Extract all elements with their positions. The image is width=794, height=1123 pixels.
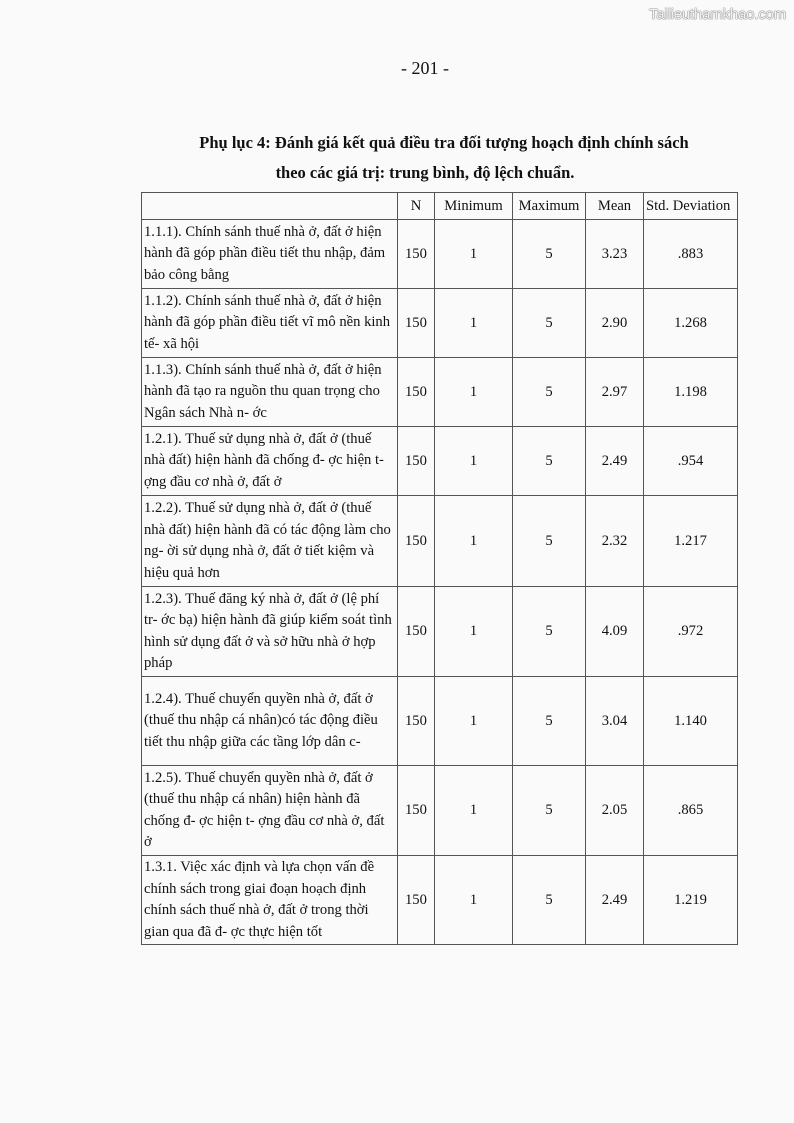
cell-maximum: 5: [513, 358, 586, 427]
table-row: [142, 220, 738, 289]
cell-std-deviation: .954: [644, 427, 738, 496]
cell-maximum: 5: [513, 427, 586, 496]
cell-mean: 2.49: [586, 427, 644, 496]
cell-maximum: 5: [513, 496, 586, 587]
table-row: [142, 856, 738, 945]
item-description: 1.2.3). Thuế đăng ký nhà ở, đất ở (lệ phí tr- ớc bạ) hiện hành đã giúp kiểm soát tình hình sử dụng đất ở và sở hữu nhà ở hợp pháp: [142, 587, 398, 677]
cell-std-deviation: .883: [644, 220, 738, 289]
item-description: 1.1.2). Chính sánh thuế nhà ở, đất ở hiện hành đã góp phần điều tiết vĩ mô nền kinh tế- xã hội: [142, 289, 398, 358]
table-header-row: [142, 193, 738, 220]
appendix-subtitle: theo các giá trị: trung bình, độ lệch chuẩn.: [275, 163, 575, 182]
table-row: [142, 427, 738, 496]
cell-mean: 2.32: [586, 496, 644, 587]
descriptive-statistics-table: [141, 192, 738, 945]
cell-n: 150: [398, 289, 435, 358]
cell-mean: 2.49: [586, 856, 644, 945]
cell-minimum: 1: [435, 496, 513, 587]
cell-n: 150: [398, 856, 435, 945]
table-row: [142, 358, 738, 427]
cell-minimum: 1: [435, 677, 513, 766]
header-maximum: Maximum: [513, 193, 586, 220]
table-row: [142, 677, 738, 766]
header-mean: Mean: [586, 193, 644, 220]
cell-maximum: 5: [513, 220, 586, 289]
cell-std-deviation: 1.219: [644, 856, 738, 945]
cell-maximum: 5: [513, 289, 586, 358]
cell-minimum: 1: [435, 766, 513, 856]
cell-std-deviation: 1.217: [644, 496, 738, 587]
cell-minimum: 1: [435, 220, 513, 289]
item-description: 1.2.2). Thuế sử dụng nhà ở, đất ở (thuế nhà đất) hiện hành đã có tác động làm cho ng- ời sử dụng nhà ở, đất ở tiết kiệm và hiệu quả hơn: [142, 496, 398, 587]
cell-mean: 3.04: [586, 677, 644, 766]
cell-std-deviation: 1.268: [644, 289, 738, 358]
cell-minimum: 1: [435, 289, 513, 358]
cell-mean: 2.90: [586, 289, 644, 358]
cell-mean: 2.05: [586, 766, 644, 856]
header-std-deviation: Std. Deviation: [644, 193, 738, 220]
table-row: [142, 766, 738, 856]
table-row: [142, 496, 738, 587]
cell-mean: 2.97: [586, 358, 644, 427]
item-description: 1.3.1. Việc xác định và lựa chọn vấn đề chính sách trong giai đoạn hoạch định chính sách thuế nhà ở, đất ở trong thời gian qua đã đ- ợc thực hiện tốt: [142, 856, 398, 945]
cell-n: 150: [398, 496, 435, 587]
cell-n: 150: [398, 766, 435, 856]
cell-std-deviation: 1.140: [644, 677, 738, 766]
cell-n: 150: [398, 220, 435, 289]
header-n: N: [398, 193, 435, 220]
table-row: [142, 289, 738, 358]
item-description: 1.1.3). Chính sánh thuế nhà ở, đất ở hiện hành đã tạo ra nguồn thu quan trọng cho Ngân sách Nhà n- ớc: [142, 358, 398, 427]
cell-n: 150: [398, 427, 435, 496]
cell-maximum: 5: [513, 677, 586, 766]
table-row: [142, 587, 738, 677]
item-description: 1.1.1). Chính sánh thuế nhà ở, đất ở hiện hành đã góp phần điều tiết thu nhập, đảm bảo công bằng: [142, 220, 398, 289]
cell-std-deviation: .972: [644, 587, 738, 677]
page-number: - 201 -: [401, 58, 449, 78]
cell-n: 150: [398, 358, 435, 427]
cell-mean: 4.09: [586, 587, 644, 677]
cell-mean: 3.23: [586, 220, 644, 289]
cell-n: 150: [398, 587, 435, 677]
header-item: [142, 193, 398, 220]
item-description: 1.2.5). Thuế chuyển quyền nhà ở, đất ở (thuế thu nhập cá nhân) hiện hành đã chống đ- ợc hiện t- ợng đầu cơ nhà ở, đất ở: [142, 766, 398, 856]
cell-minimum: 1: [435, 587, 513, 677]
cell-minimum: 1: [435, 856, 513, 945]
cell-n: 150: [398, 677, 435, 766]
cell-std-deviation: 1.198: [644, 358, 738, 427]
item-description: 1.2.1). Thuế sử dụng nhà ở, đất ở (thuế nhà đất) hiện hành đã chống đ- ợc hiện t- ợng đầu cơ nhà ở, đất ở: [142, 427, 398, 496]
header-minimum: Minimum: [435, 193, 513, 220]
watermark: Tailieuthamkhao.com: [648, 6, 786, 23]
item-description: 1.2.4). Thuế chuyển quyền nhà ở, đất ở (thuế thu nhập cá nhân)có tác động điều tiết thu nhập giữa các tầng lớp dân c-: [142, 677, 398, 766]
cell-maximum: 5: [513, 766, 586, 856]
cell-minimum: 1: [435, 358, 513, 427]
cell-maximum: 5: [513, 587, 586, 677]
cell-maximum: 5: [513, 856, 586, 945]
cell-minimum: 1: [435, 427, 513, 496]
appendix-title: Phụ lục 4: Đánh giá kết quả điều tra đối tượng hoạch định chính sách: [199, 133, 689, 152]
cell-std-deviation: .865: [644, 766, 738, 856]
